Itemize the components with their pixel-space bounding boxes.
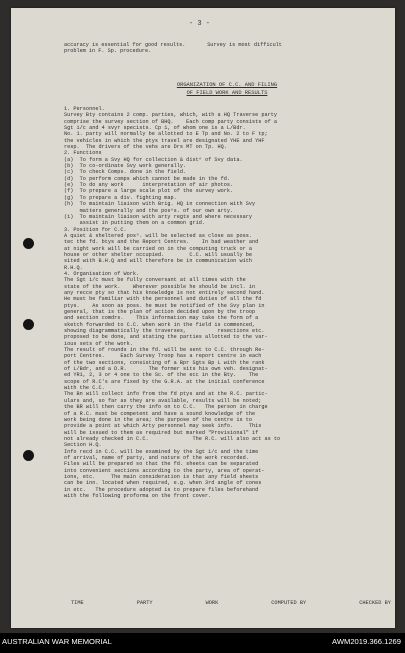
table-heading: TIME bbox=[71, 600, 84, 606]
text-line: of a R.C. must be competent and have a sound knowledge of the bbox=[64, 410, 256, 417]
text-line: of L/Bdr, and a D.R. The former sits his own veh. designat- bbox=[64, 366, 268, 373]
text-line: 1. Personnel. bbox=[64, 106, 105, 112]
text-line: (e) To do any work interpretation of air photos. bbox=[64, 182, 234, 189]
text-line: will be issued to them as required but marked "Provisional" if bbox=[64, 429, 259, 436]
text-line: problem in F. Sp. procedure. bbox=[64, 48, 152, 55]
text-line: (h) To maintain liaison with Brig. HQ in connection with Svy bbox=[64, 201, 256, 208]
text-line: showing diagrammatically the traverses, resections etc. bbox=[64, 328, 265, 335]
text-line: of arrival, name of party, and nature of the work recorded. bbox=[64, 454, 249, 461]
text-line: ulars and, so far as they are available, results will be noted; bbox=[64, 397, 262, 404]
text-line: work being done in the area; the purpose of the centre is to bbox=[64, 416, 252, 423]
text-line: (c) To check Comps. done in the field. bbox=[64, 169, 187, 176]
text-line: Sgt i/c and 4 svyr specists. Cp 1, of whom one is a L/Bdr. bbox=[64, 125, 246, 132]
text-line: ions, etc. The main consideration is that any field sheets bbox=[64, 473, 259, 480]
text-line: (f) To prepare a large scale plot of the survey work. bbox=[64, 188, 234, 195]
punch-hole bbox=[23, 450, 34, 461]
text-line: proposed to be done, and stating the parties allotted to the var- bbox=[64, 334, 268, 341]
text-line: scope of R.C's are fixed by the G.R.A. at the initial conference bbox=[64, 378, 265, 385]
text-line: house or other shelter occupied. C.C. will usually be bbox=[64, 251, 252, 258]
text-line: at night work will be carried on in the computing truck or a bbox=[64, 245, 252, 252]
text-line: assist in putting them on a common grid. bbox=[64, 220, 205, 227]
table-heading: PARTY bbox=[136, 600, 153, 606]
text-line: matters generally and the posⁿs. of our own arty. bbox=[64, 207, 234, 214]
archive-reference: AWM2019.366.1269 bbox=[332, 637, 401, 646]
table-heading: COMPUTED BY bbox=[271, 600, 307, 606]
text-line: (d) To perform comps which cannot be made in the fd. bbox=[64, 175, 231, 182]
text-line: with the C.C. bbox=[64, 385, 105, 392]
text-line: of the two sections, consisting of a Bpr Sgts Bp L with the rank bbox=[64, 359, 265, 366]
text-line: Section H.Q. bbox=[64, 442, 102, 449]
text-line: A quiet & sheltered posⁿ. will be selected as close as poss. bbox=[64, 232, 252, 239]
text-line: tec the fd. btys and the Report Centres. In bad weather and bbox=[64, 239, 259, 246]
text-line: The result of rounds in the fd. will be sent to C.C. through Re- bbox=[64, 347, 265, 354]
text-line: with the following proforma on the front cover. bbox=[64, 492, 212, 499]
text-line: into convenient sections according to the party, area of operat- bbox=[64, 467, 265, 474]
table-heading: CHECKED BY bbox=[359, 600, 391, 606]
text-line: 3. Position for C.C. bbox=[64, 226, 127, 233]
text-line: can be inn. located when required, e.g. when 3rd angle of cones bbox=[64, 480, 262, 487]
text-line: resp. The drivers of the vehs are Drs MT on Tp. HQ. bbox=[64, 144, 227, 151]
text-line: ed YR1, 2, 3 or 4 one to the Sc. of the ecc in the Bty. The bbox=[64, 372, 259, 379]
text-line: in etc. The procedure adopted is to prepare files beforehand bbox=[64, 486, 259, 493]
text-line: The Sgt i/c must be fully conversant at all times with the bbox=[64, 277, 246, 284]
text-line: R.H.Q. bbox=[64, 264, 83, 271]
text-line: any recce pty so that his knowledge is not entirely second hand. bbox=[64, 289, 265, 296]
text-line: accuracy is essential for good results. Survey is most difficult bbox=[64, 42, 282, 48]
text-line: (a) To form a Svy HQ for collection & distⁿ of Svy data. bbox=[64, 156, 243, 163]
archive-institution: AUSTRALIAN WAR MEMORIAL bbox=[2, 637, 112, 646]
text-line: 2. Functions bbox=[64, 150, 102, 157]
text-line: Survey Bty contains 2 comp. parties, which, with a HQ Traverse party bbox=[64, 112, 278, 119]
text-line: not already checked in C.C. The R.C. will also act as to bbox=[64, 435, 281, 442]
page-number: - 3 - bbox=[189, 20, 211, 28]
text-line: port Centres. Each Survey Troop has a report centre in each bbox=[64, 353, 262, 360]
text-line: ious sets of the work. bbox=[64, 340, 133, 347]
text-line: the vehicles in which the ptys travel are designated YHE and YHF bbox=[64, 137, 265, 144]
text-line: comprise the survey section of BHQ. Each comp party consists of a bbox=[64, 118, 278, 125]
continued-text bbox=[64, 42, 390, 55]
text-line: The Bn will collect info from the fd ptys and at the R.C. partic- bbox=[64, 391, 268, 398]
heading-line: OF FIELD WORK AND RESULTS bbox=[186, 90, 268, 97]
text-line: provide a point at which Arty personnel may seek info. This bbox=[64, 423, 262, 430]
proforma-headings bbox=[71, 600, 391, 606]
document-body bbox=[64, 106, 390, 499]
text-line: state of the work. Wherever possible he should be incl. in bbox=[64, 283, 256, 290]
section-heading bbox=[64, 81, 390, 97]
text-line: sketch forwarded to C.C. when work in the field is commenced, bbox=[64, 321, 256, 328]
text-line: He must be familiar with the personnel and duties of all the fd bbox=[64, 296, 262, 303]
text-line: (b) To co-ordinate Svy work generally. bbox=[64, 163, 187, 170]
text-line: ptys. As soon as poss. he must be notified of the Svy plan in bbox=[64, 302, 265, 309]
punch-hole bbox=[23, 238, 34, 249]
text-line: (g) To prepare a div. fighting map. bbox=[64, 194, 177, 201]
text-line: (i) To maintain liaison with arty regts and where necessary bbox=[64, 213, 252, 220]
document-page bbox=[11, 8, 395, 628]
text-line: 4. Organisation of Work. bbox=[64, 270, 140, 277]
text-line: sited with B.H.Q and will therefore be in communication with bbox=[64, 258, 252, 265]
text-line: general, that is the plan of action decided upon by the troop bbox=[64, 309, 256, 315]
text-line: the BR will then carry the info on to C.C. The person in charge bbox=[64, 404, 268, 411]
text-line: No. 1. party will normally be allotted to E Tp and No. 2 to F tp; bbox=[64, 131, 268, 138]
text-line: Info recd in C.C. will be examined by the Sgt i/c and the time bbox=[64, 448, 259, 455]
archive-footer bbox=[0, 633, 405, 653]
heading-line: ORGANIZATION OF C.C. AND FILING bbox=[176, 82, 278, 88]
text-line: Files will be prepared so that the fd. sheets can be separated bbox=[64, 461, 259, 468]
punch-hole bbox=[23, 319, 34, 330]
text-line: and section comdrs. This information may take the form of a bbox=[64, 315, 259, 322]
table-heading: WORK bbox=[205, 600, 219, 606]
